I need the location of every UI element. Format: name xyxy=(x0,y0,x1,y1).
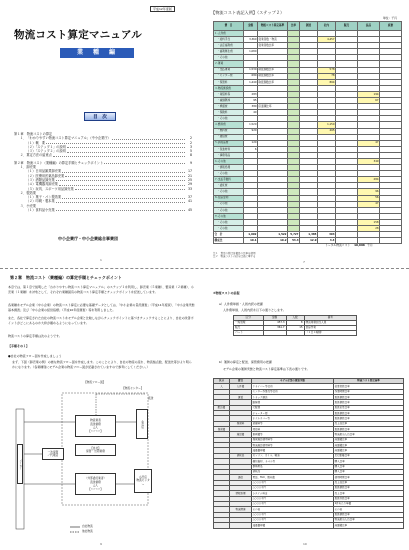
basis-cell: 作業時間比率 xyxy=(334,389,404,394)
toc-leader xyxy=(56,200,185,203)
toc-entry-title: （２）印刷・製本業 xyxy=(26,199,55,204)
basis-col-header: 区分 xyxy=(214,379,230,384)
personnel-cell: 倉庫作業 xyxy=(304,326,356,331)
cost-cell: 78 xyxy=(318,73,336,79)
cost-cell: 取扱個数比率 xyxy=(258,73,288,79)
toc-page-number: 37 xyxy=(187,195,192,200)
basis-cell: 消耗品 xyxy=(252,469,334,474)
cost-cell: 1,385 xyxy=(300,232,318,238)
cost-cell: ・保管料 xyxy=(214,79,244,85)
personnel-col-header: 金額 xyxy=(263,316,286,321)
page-cost-premises xyxy=(205,269,409,550)
flow-title: 【物流フロー図】 xyxy=(84,380,106,384)
basis-cell: 倉庫料等 xyxy=(252,421,334,426)
toc-page-number: 5 xyxy=(189,149,192,154)
personnel-cell xyxy=(286,331,304,336)
basis-row xyxy=(214,523,404,528)
cost-cell: ・減価償却 xyxy=(214,98,244,104)
page-number: 10 xyxy=(303,542,307,546)
basis-cell: 物流関連 xyxy=(230,507,252,512)
flow-center-label: 【物流センター】 xyxy=(122,386,144,390)
personnel-cell: 8 xyxy=(286,321,304,326)
subsection-a: a）人件費単価・人員内訳の把握 xyxy=(219,302,263,306)
cost-cell: ・支払運賃 xyxy=(214,67,244,73)
sheet-title: 【物流コスト表記入例】（ステップ２） xyxy=(211,10,285,15)
cost-col-header: 廃棄 xyxy=(380,22,402,31)
legend-other: 他社物流 xyxy=(82,529,93,533)
basis-cell: センター作業員等社内 xyxy=(252,389,334,394)
basis-cell: その他 xyxy=(334,507,404,512)
edition-badge: 平成12年度版 xyxy=(150,6,175,12)
cost-col-header: 金額 xyxy=(244,22,258,31)
basis-cell: 床面積比率 xyxy=(334,523,404,528)
publisher-name: 中小企業庁・中小企業総合事業団 xyxy=(58,236,118,241)
flow-box-logistics: 物流業者 直送業務 △人 【☆☆☆☆】 xyxy=(75,415,116,437)
cost-cell: ・情報処理 xyxy=(214,165,244,171)
basis-cell: 路線便 xyxy=(252,400,334,405)
basis-cell: その他 xyxy=(252,507,334,512)
cost-col-header: 返品 xyxy=(358,22,380,31)
basis-cell: 購入比率 xyxy=(334,469,404,474)
total-value: 10,696 xyxy=(354,243,365,247)
toc-leader xyxy=(67,146,185,149)
cost-cell: 1,520 xyxy=(244,122,258,128)
basis-cell: 取扱重量比率 xyxy=(334,405,404,410)
cost-cell: 40 xyxy=(244,110,258,116)
basis-cell: 施設費 xyxy=(230,432,252,437)
basis-cell: 取扱個数比率 xyxy=(334,427,404,432)
cost-cell: 合 計 xyxy=(214,232,244,238)
subsection-b-text: モデル企業の運賃実態と物流コスト算定基準は下表の通りです。 xyxy=(223,367,310,371)
toc-entry-title: （１）日用品雑貨卸売業 xyxy=(26,169,62,174)
page-chapter2 xyxy=(0,269,204,550)
step-label: 【手順その１】 xyxy=(8,344,30,348)
cost-cell: ・その他 xyxy=(214,226,244,232)
toc-page-number: 45 xyxy=(187,208,192,213)
toc-leader xyxy=(62,196,185,199)
basis-cell: 取扱個数比率 xyxy=(334,400,404,405)
cost-cell: ４.燃料費 xyxy=(214,122,244,128)
personnel-cell: パート xyxy=(234,331,264,336)
basis-cell: 購入比率 xyxy=(334,459,404,464)
cost-cell: 47 xyxy=(358,140,380,146)
cost-cell: 3.3 xyxy=(318,238,336,244)
toc-entry-title: １．「わかりやすい物流コスト算定マニュアル」（中小企業庁） xyxy=(20,136,111,141)
cost-cell: 床面積比率 xyxy=(258,104,288,110)
toc-leader xyxy=(62,170,185,173)
cost-cell: 394 xyxy=(318,232,336,238)
cost-cell: 1,080 xyxy=(244,49,258,55)
toc-page-number: 9 xyxy=(189,160,192,165)
paragraph-3: また、各社で算定された自社の物流コストをモデル企業と比較しながらチェックポイントに基づきチェックすることにより、自社の改善ポイントがどこにあるのか大枠が掴めるようになっています。 xyxy=(8,316,194,325)
cost-col-header: 販売 xyxy=(336,22,358,31)
cost-cell: ・修繕費 xyxy=(214,104,244,110)
cost-col-header: 費 目 xyxy=(214,22,244,31)
personnel-cell: （１日４時間） xyxy=(304,331,356,336)
cost-cell: 従業者数・物流 xyxy=(258,37,288,43)
toc-entry-title: 第１章 物流コストの算定 xyxy=(14,132,53,136)
basis-cell: 通信 xyxy=(230,475,252,480)
flow-diagram xyxy=(0,269,204,550)
toc-page-number: 17 xyxy=(187,169,192,174)
basis-cell: 事務用品 xyxy=(252,464,334,469)
basis-cell: 取扱個数比率 xyxy=(334,416,404,421)
basis-cell: 車両費等 xyxy=(252,432,334,437)
personnel-cell xyxy=(263,331,286,336)
basis-cell: 情報処理 xyxy=(230,491,252,496)
cost-col-header: 物流コスト算定基準 xyxy=(258,22,288,31)
basis-cell: トラック運送 xyxy=(252,395,334,400)
page-number: 1 xyxy=(100,258,102,262)
toc-leader xyxy=(65,175,185,178)
basis-cell xyxy=(230,523,252,528)
basis-cell: 購入比率 xyxy=(334,464,404,469)
manual-subtitle: 業 種 編 xyxy=(60,48,134,58)
cost-cell: ・燃料費 xyxy=(214,128,244,134)
cost-cell: 1,530 xyxy=(244,67,258,73)
cost-cell: 465 xyxy=(318,128,336,134)
cost-cell: ・給料手当 xyxy=(214,37,244,43)
legend-own: 自社物流 xyxy=(82,524,93,528)
cost-cell: 取扱個数比率 xyxy=(258,67,288,73)
cost-cell: 取扱個数比率 xyxy=(258,79,288,85)
toc-entry-title: （１）菓子・パン製造業 xyxy=(26,195,62,200)
total-unit: 千円 xyxy=(366,243,373,247)
cost-cell: 864 xyxy=(318,79,336,85)
basis-cell: 宅配便 xyxy=(252,405,334,410)
toc-page-number: 25 xyxy=(187,177,192,182)
basis-cell: 減価償却費 xyxy=(252,448,334,453)
toc-entry xyxy=(14,208,192,212)
cost-cell: 1,440 xyxy=(244,79,258,85)
cost-row xyxy=(214,238,402,244)
cost-cell: 158 xyxy=(358,219,380,225)
subsection-a-text: 人件費単価、人員内訳を以下の通りとします。 xyxy=(223,308,286,312)
basis-cell: 取扱個数比率 xyxy=(334,395,404,400)
cost-cell: ８.在庫金利 xyxy=(214,195,244,201)
basis-cell: 梱包資材、ラベル等 xyxy=(252,459,334,464)
flow-box-warehouse: 一次保管 ／代理店 xyxy=(42,448,64,460)
cost-cell: １.人件費 xyxy=(214,31,244,37)
toc-leader xyxy=(59,183,185,186)
basis-cell: 保管費 xyxy=(214,427,230,432)
cost-table xyxy=(213,21,402,244)
toc-page-number: 21 xyxy=(187,173,192,178)
basis-cell: 取扱個数比率 xyxy=(334,411,404,416)
cost-cell: ・通信費 xyxy=(214,134,244,140)
personnel-table xyxy=(233,315,357,336)
cost-cell: 680 xyxy=(244,73,258,79)
toc-leader xyxy=(75,187,185,190)
cost-cell: ・事務用品 xyxy=(214,152,244,158)
basis-cell: 取扱件数比率 xyxy=(334,496,404,501)
cost-cell: ・包装材料 xyxy=(214,146,244,152)
basis-cell: △○○○千円 xyxy=(252,512,334,517)
cost-cell: 1,522 xyxy=(258,232,288,238)
toc-leader xyxy=(56,179,185,182)
cost-cell: ・その他 xyxy=(214,116,244,122)
cost-cell: 53.3 xyxy=(288,238,300,244)
personnel-col-header: 備考 xyxy=(304,316,356,321)
cost-cell: ・法定福利費 xyxy=(214,43,244,49)
cost-cell: 96 xyxy=(358,189,380,195)
personnel-cell: 15 xyxy=(286,326,304,331)
basis-cell: 荷役料 xyxy=(252,427,334,432)
toc-entry-title: 第２章 物流コスト（業種編）の算定手順とチェックポイント xyxy=(14,160,104,165)
toc-entry-title: （１）概 要 xyxy=(26,140,46,145)
cost-cell xyxy=(380,238,402,244)
basis-cell: 物流施設使用料等 xyxy=(252,443,334,448)
cost-cell: 194 xyxy=(358,91,380,97)
basis-cell: 走行距離比率 xyxy=(334,453,404,458)
toc-leader xyxy=(112,137,185,140)
cost-cell: ・その他 xyxy=(214,219,244,225)
cost-cell: 47 xyxy=(358,201,380,207)
toc-entry-title: （１）食料品小売業 xyxy=(26,208,55,213)
cost-cell: 349 xyxy=(358,158,380,164)
note-2: 注２ 物流コストの区分は表に準ずる xyxy=(213,255,256,259)
personnel-row xyxy=(234,331,357,336)
toc-leader xyxy=(46,141,185,144)
cost-cell: 67 xyxy=(358,98,380,104)
toc-heading: 目 次 xyxy=(84,112,116,121)
basis-table xyxy=(213,378,404,529)
basis-cell: 物流担当人員比率 xyxy=(334,432,404,437)
basis-col-header: 物流コスト算定基準 xyxy=(334,379,404,384)
step-bullet: ●自社の物流フロー図を作成しましょう xyxy=(8,354,62,358)
cost-cell: 1,092 xyxy=(244,232,258,238)
cost-cell: 56 xyxy=(358,195,380,201)
table-of-contents xyxy=(14,132,192,212)
personnel-col-header: 人数 xyxy=(286,316,304,321)
personnel-col-header: 区分 xyxy=(234,316,264,321)
basis-cell: ドライバー等社内 xyxy=(252,384,334,389)
cost-cell: ・賃借料等 xyxy=(214,91,244,97)
cost-cell: ２.運賃 xyxy=(214,61,244,67)
basis-cell xyxy=(214,523,230,528)
cost-cell: ・その他 xyxy=(214,207,244,213)
flow-box-store-center: 小売店 物流センター xyxy=(134,469,152,493)
basis-cell: 消耗品 xyxy=(230,453,252,458)
basis-cell: △○○○千円 xyxy=(252,517,334,522)
toc-page-number: 29 xyxy=(187,182,192,187)
basis-cell: 取扱個数比率 xyxy=(334,512,404,517)
paragraph-1: 本章では、第１章で説明した「わかりやすい物流コスト算定マニュアル」のステップ１を利用し、卸売業（５業種）、製造業（２業種）、小売業（１業種）を対象として、それぞれ業種固有の物流コスト算定手順とチェックポイントを記述しています。 xyxy=(8,285,194,294)
basis-cell: 床面積比率 xyxy=(334,448,404,453)
cost-cell: 120 xyxy=(244,140,258,146)
cost-cell: ３.物流施設費 xyxy=(214,85,244,91)
basis-cell: 保管施設使用料等 xyxy=(252,437,334,442)
unit-label: 単位：千円 xyxy=(383,16,397,20)
toc-entry-title: （４）電機器具卸売業 xyxy=(26,182,58,187)
cost-cell: 380 xyxy=(244,104,258,110)
basis-cell: 減価償却費 xyxy=(252,523,334,528)
basis-cell: △○○○千円 xyxy=(252,480,334,485)
chapter-title: 第２章 物流コスト（業種編）の算定手順とチェックポイント xyxy=(10,275,122,280)
cost-cell: 12.9 xyxy=(300,238,318,244)
toc-entry-title: （３）「ステップ２」の説明 xyxy=(26,149,66,154)
cost-col-header: 社内 xyxy=(318,22,336,31)
basis-cell: システム料金 xyxy=(252,491,334,496)
basis-cell: 配送費 xyxy=(214,405,230,410)
cost-cell: ・保険料 xyxy=(214,110,244,116)
note-1: 注１ 算定の際は各費目の比率を使用 xyxy=(213,252,256,255)
total-label: トータル物流コスト xyxy=(325,243,351,247)
cost-cell: ・その他 xyxy=(214,201,244,207)
toc-page-number: 8 xyxy=(189,153,192,158)
cost-cell: ・その他 xyxy=(214,189,244,195)
cost-col-header: 調達 xyxy=(300,22,318,31)
cost-cell: 10.2 xyxy=(258,238,288,244)
cost-cell: 920 xyxy=(244,128,258,134)
manual-title: 物流コスト算定マニュアル xyxy=(14,29,142,41)
cost-col-header: 比率 xyxy=(288,22,300,31)
cost-cell: ６.その他 xyxy=(214,158,244,164)
personnel-cell: 販売 xyxy=(234,326,264,331)
cost-cell: ・その他 xyxy=(214,171,244,177)
cost-cell: ９.その他 xyxy=(214,213,244,219)
basis-cell: 1件あたり単価 xyxy=(334,501,404,506)
basis-cell: 人件費 xyxy=(230,384,252,389)
personnel-cell: 457.3 xyxy=(263,321,286,326)
basis-cell: 売上高比率 xyxy=(334,480,404,485)
personnel-cell: 361.7 xyxy=(263,326,286,331)
basis-cell: 床面積比率 xyxy=(334,437,404,442)
basis-cell: △○○○千円 xyxy=(252,496,334,501)
basis-cell: 従業者数比率 xyxy=(334,384,404,389)
basis-cell: 使用時間比率 xyxy=(334,475,404,480)
paragraph-4: 物流コストの算定手順は次のようです。 xyxy=(8,334,62,338)
toc-entry-title: （３）酒類品卸売業 xyxy=(26,177,55,182)
cost-cell: 284 xyxy=(358,177,380,183)
toc-entry-title: （５）玩具、スポーツ用品卸売業 xyxy=(26,186,74,191)
cost-cell: 1,150 xyxy=(318,122,336,128)
basis-cell: 売上比率 xyxy=(334,491,404,496)
basis-col-header: 費目 xyxy=(230,379,252,384)
basis-cell: ガソリン、オイル、軽油 xyxy=(252,453,334,458)
toc-leader xyxy=(53,154,185,157)
cost-cell: ・委託費 xyxy=(214,183,244,189)
basis-cell: 床面積比率 xyxy=(334,443,404,448)
cost-cell: ・その他 xyxy=(214,55,244,61)
basis-cell: 取扱個数比率 xyxy=(334,485,404,490)
toc-leader xyxy=(56,209,185,212)
toc-entry-title: ２．算定方法の留意点 xyxy=(20,153,52,158)
basis-cell: 人 xyxy=(214,384,230,389)
table-notes xyxy=(213,252,256,259)
toc-entry-title: １．卸売業 xyxy=(20,165,36,170)
section-heading: ②物流コストの前提 xyxy=(213,291,240,295)
personnel-cell: 一般管理 xyxy=(234,321,264,326)
toc-leader xyxy=(67,150,185,153)
maker-label: メーカー xyxy=(17,444,23,484)
page-number: 7 xyxy=(303,260,305,264)
basis-cell: 売上高比率 xyxy=(334,421,404,426)
personnel-cell: 物流業務担当人員 xyxy=(304,321,356,326)
flow-direct-label: 直送 xyxy=(148,396,154,400)
cost-cell: ・センター費 xyxy=(214,73,244,79)
step-description: まず、下図（卸売業の例）の様な物流フロー図を作成します。このことにより、自社の物流の流れ、物流拠点数、配送先等がより明らかになります。（各業種別にモデル企業の物流フロー図が記載されていますので参考にしてください。） xyxy=(12,360,192,369)
basis-cell: 物流担当人員比率 xyxy=(334,517,404,522)
flow-box-own: 【自社】 保管・出荷業務 xyxy=(75,444,116,456)
basis-cell: ホテルカバー等 xyxy=(252,416,334,421)
toc-leader xyxy=(104,162,185,165)
cost-cell: 10.1 xyxy=(244,238,258,244)
basis-cell: 保管料 xyxy=(230,421,252,426)
cost-cell: 6 xyxy=(244,146,258,152)
toc-page-number: 3 xyxy=(189,144,192,149)
page-cost-sheet xyxy=(205,0,409,268)
basis-cell: △○○○千円 xyxy=(252,485,334,490)
basis-col-header: モデル企業の運賃実態 xyxy=(252,379,334,384)
cost-cell: 28 xyxy=(358,226,380,232)
toc-page-number: 33 xyxy=(187,186,192,191)
total-cost-line xyxy=(325,244,372,248)
toc-page-number: 2 xyxy=(189,140,192,145)
cost-cell: 3,360 xyxy=(244,37,258,43)
basis-cell: 運賃 xyxy=(230,395,252,400)
cost-cell: 95 xyxy=(244,98,258,104)
paragraph-2: 各業種をモデル企業（中小企業）の物流コスト算定に必要な基礎データとしては、「中小企業の景況調査」（平成11年度版）、「中小企業実態基本調査」及び「中小企業の経営指標」（平成10年度調査）等を利用しました。 xyxy=(8,303,195,312)
cost-cell: 578 xyxy=(318,67,336,73)
cost-cell: ・福利厚生費 xyxy=(214,49,244,55)
page-number: 9 xyxy=(100,542,102,546)
page-cover-toc xyxy=(0,0,204,268)
basis-cell: 電話、FAX、端末費 xyxy=(252,475,334,480)
basis-cell: チャーター便 xyxy=(252,411,334,416)
toc-entry-title: ３．小売業 xyxy=(20,203,36,208)
cost-cell: 283 xyxy=(244,91,258,97)
cost-cell: ７.支払手数料 xyxy=(214,177,244,183)
toc-page-number: 41 xyxy=(187,199,192,204)
toc-page-number: 2 xyxy=(189,136,192,141)
flow-box-store: 小売店 xyxy=(136,409,148,439)
cost-cell: 4,457 xyxy=(318,37,336,43)
toc-entry-title: （２）「ステップ１」の説明 xyxy=(26,144,66,149)
flow-box-outsourced: （外部委託業者） 直送業務 △人 【☆☆☆☆】 xyxy=(75,473,116,495)
basis-cell: △○○○千円 xyxy=(252,501,334,506)
toc-entry-title: （２）医療用医薬品卸売業 xyxy=(26,173,65,178)
subsection-b: b）運賃の算定と配送、保管費用の把握 xyxy=(219,360,272,364)
cost-cell: 構成比 xyxy=(214,238,244,244)
cost-cell: 5,727 xyxy=(288,232,300,238)
cost-cell: 従業者数比率 xyxy=(258,43,288,49)
cost-cell: ５.消耗品費 xyxy=(214,140,244,146)
toc-entry-title: ２．製造業 xyxy=(20,190,36,195)
